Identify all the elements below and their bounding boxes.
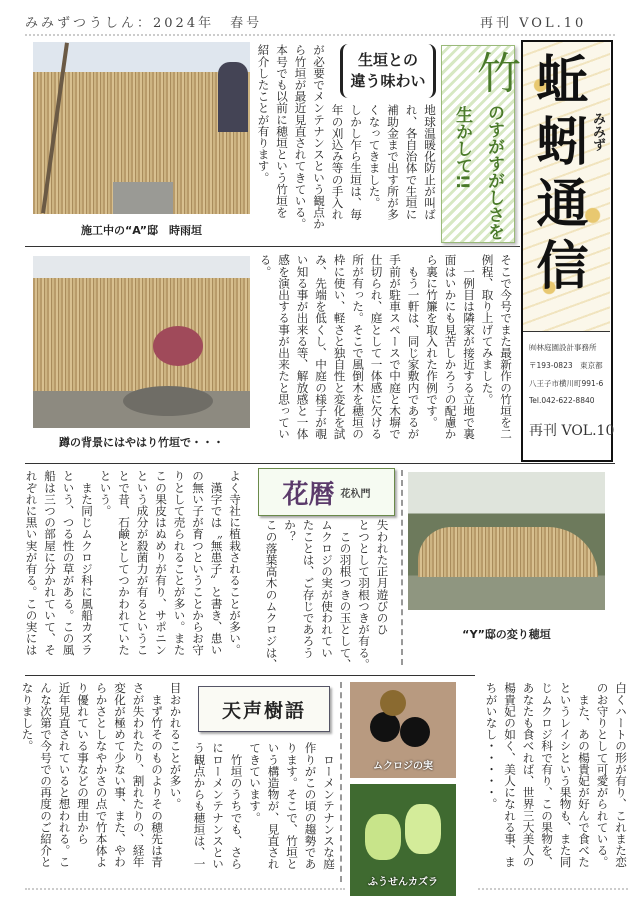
hanagoyomi-logo-sub: 花杁門 [340,488,371,500]
text-column: 近年見直されていると想われる。こ [57,682,72,868]
masthead-logo [523,42,610,332]
article1-title-box [441,45,520,243]
text-column: この果皮はぬめりが有り、サポニン [154,470,168,656]
tenseijugo-body-left [18,682,185,878]
text-column: 例程、取り上げてみました。 [480,254,495,405]
company-name: ㈲林庭園設計事務所 [529,343,597,352]
text-column: 年の刈込み等の手入れ [330,104,345,220]
text-column: じムクロジ科で有り、この果物を、 [540,682,554,868]
hanagoyomi-logo [258,468,395,516]
text-column: り優れている事などの理由から [76,682,90,845]
column-divider [401,470,403,665]
text-column: のお守りとして可愛がられている。 [595,682,610,868]
text-column: み、先端を低くし、中庭の様子が覗 [314,254,328,440]
text-column: にローメンテナンスとい [211,742,225,870]
text-column: る。 [258,254,273,278]
section-divider [25,675,475,676]
title-rest: のすがすがしさを [484,104,504,240]
logo-kana: みみず [590,112,605,151]
photo-fusen-kazura [350,784,456,896]
text-column: ムクロジの実が使われてい [320,519,334,659]
photo-tsukubai [33,256,250,428]
text-column: 地球温暖化防止が叫ば [423,104,437,220]
text-column: 竹垣のうちでも、さら [229,742,244,870]
hanagoyomi-logo-text: 花暦 [282,479,335,510]
masthead-issue: 再刊 VOL.10 [529,423,615,439]
text-column: 補助金まで出す所が多 [386,104,400,220]
text-column: というレイシという果物も、また同 [558,682,573,868]
text-column: さが失われたり、割れたりの、経年 [131,682,146,868]
text-column: とで昔、石鹸としてつかわれていた [117,470,131,656]
text-column: また、あの楊貴妃が好んで食べた [577,682,591,868]
footer-divider [25,888,345,890]
photo-y-residence [408,472,605,610]
text-column: 変化が極めて少ない事、また、やわ [113,682,127,868]
text-column: 手前が駐車スペースで中庭と木塀で [388,254,402,440]
telephone: Tel.042-622-8840 [529,396,595,405]
text-column: 一例目は隣家が接近する立地で裏 [462,254,476,440]
text-column: 本号でも以前に穂垣という竹垣を [275,44,289,218]
text-column: という。 [98,470,113,517]
text-column: この落葉高木のムクロジは、 [264,519,279,670]
text-column: 漢字では〝無患子〟と書き、患い [209,470,224,656]
section-divider [25,246,520,247]
text-column: もう一軒は、同じ家敷内であるが [406,254,421,440]
text-column: う観点からも穂垣は、一 [192,742,207,870]
text-column: か？ [283,519,297,543]
text-column: 目おかれることが多い。 [168,682,183,810]
tenseijugo-logo-text: 天声樹語 [221,699,306,722]
hanagoyomi-body-bottom [482,682,630,878]
article1-heading [340,44,436,98]
text-column: ちがいなし・・・・・。 [484,682,499,810]
logo-text: 蚯蚓通信 [527,52,588,300]
text-column: が必要でメンテナンスという観点か [312,44,326,230]
text-column: しかし乍ら生垣は、毎 [349,104,363,220]
title-sub: 生かして!! [452,106,472,190]
text-column: の無い子が育つということからお守 [191,470,205,656]
issue-number: 再刊 VOL.10 [480,16,587,31]
text-column: まず竹そのものよりその穂先は青 [150,682,164,868]
text-column: という、つる性の草がある。この風 [61,470,76,656]
text-column: りとして売られることが多い。また [172,470,187,656]
text-column: よく寺社に植栽されることが多い。 [228,470,242,656]
text-column: そこで今号でまた最新作の竹垣を二 [499,254,513,440]
text-column: という成分が殺菌力が有るというこ [135,470,150,656]
postal-code: 〒193-0823 東京都 [529,361,603,370]
column-divider [340,682,342,882]
text-column: ローメンテナンスな庭 [322,742,336,870]
text-column: ら竹垣が最近見直されてきている。 [293,44,308,230]
text-column: 白くハートの形が有り、これまた恋 [614,682,628,868]
text-column: 面はいかにも見苦しかろうの配慮か [443,254,458,440]
text-column: あなたも食べれば、世界三大美人の [521,682,536,868]
text-column: 作りがこの頃の趨勢であ [303,742,318,870]
header-divider [25,34,615,36]
masthead [521,40,613,462]
text-column: たことは、ご存じであろう [301,519,316,659]
text-column: 楊貴妃の如く、美人になれる事、ま [503,682,517,868]
newsletter-title: みみずつうしん：2024年 春号 [25,16,263,31]
footer-divider [478,888,628,890]
text-column: い知る事が出来る等、解放感と一体 [295,254,310,440]
text-column: んな次第で今号での再度のご紹介と [39,682,53,868]
text-column: とつとして羽根つきが有る。 [357,519,371,670]
article2-body [256,254,515,460]
title-big-char: 竹 [469,50,520,94]
hanagoyomi-body-right [262,519,392,673]
photo-a-residence [33,42,250,214]
text-column: れ、各自治体で生垣に [404,104,419,220]
photo-a-caption: 施工中の“A”邸 時雨垣 [81,224,202,237]
text-column: 感を演出する事が出来たと思ってい [277,254,291,440]
fusen-caption: ふうせんカズラ [368,877,438,888]
text-column: 船は三つの部屋に分かれていて、そ [43,470,57,656]
tenseijugo-body-right [190,742,338,878]
text-column: てきています。 [248,742,262,824]
text-column: なりました。 [20,682,35,752]
text-column: くなってきました。 [367,104,382,209]
text-column: ら裏に竹簾を取入れた作例です。 [425,254,439,428]
section-divider [25,463,615,464]
hanagoyomi-body-left [22,470,244,668]
heading-line: 違う味わい [350,72,426,90]
text-column: この羽根つきの玉として、 [338,519,353,670]
text-column: 所が有った。そこで風倒木を穂垣の [351,254,365,440]
text-column: いう構造物が、見直され [266,742,281,870]
photo-y-caption: “Y”邸の変り穂垣 [462,628,551,641]
article1-body-left [254,44,328,244]
text-column: ります。そこで、竹垣と [285,742,299,870]
address: 八王子市横川町991-6 [529,379,604,388]
text-column: 失われた正月遊びのひ [375,519,390,635]
text-column: 枠に使い、軽さと独自性と変化を試 [332,254,347,440]
tenseijugo-logo [198,686,330,732]
mukuroji-caption: ムクロジの実 [373,761,433,772]
text-column: また同じムクロジ科に風船カズラ [80,470,94,656]
text-column: 紹介したことが有ります。 [256,44,271,184]
photo-tsukubai-caption: 蹲の背景にはやはり竹垣で・・・ [59,436,224,449]
text-column: 仕切られ、庭として一体感に欠ける [369,254,384,440]
article1-body-right [328,104,439,244]
text-column: らかさとしなやかさの点で竹本体よ [94,682,109,868]
photo-mukuroji [350,682,456,778]
text-column: れぞれに黒い実が有る。この実には [24,470,39,656]
heading-line: 生垣との [357,51,418,69]
